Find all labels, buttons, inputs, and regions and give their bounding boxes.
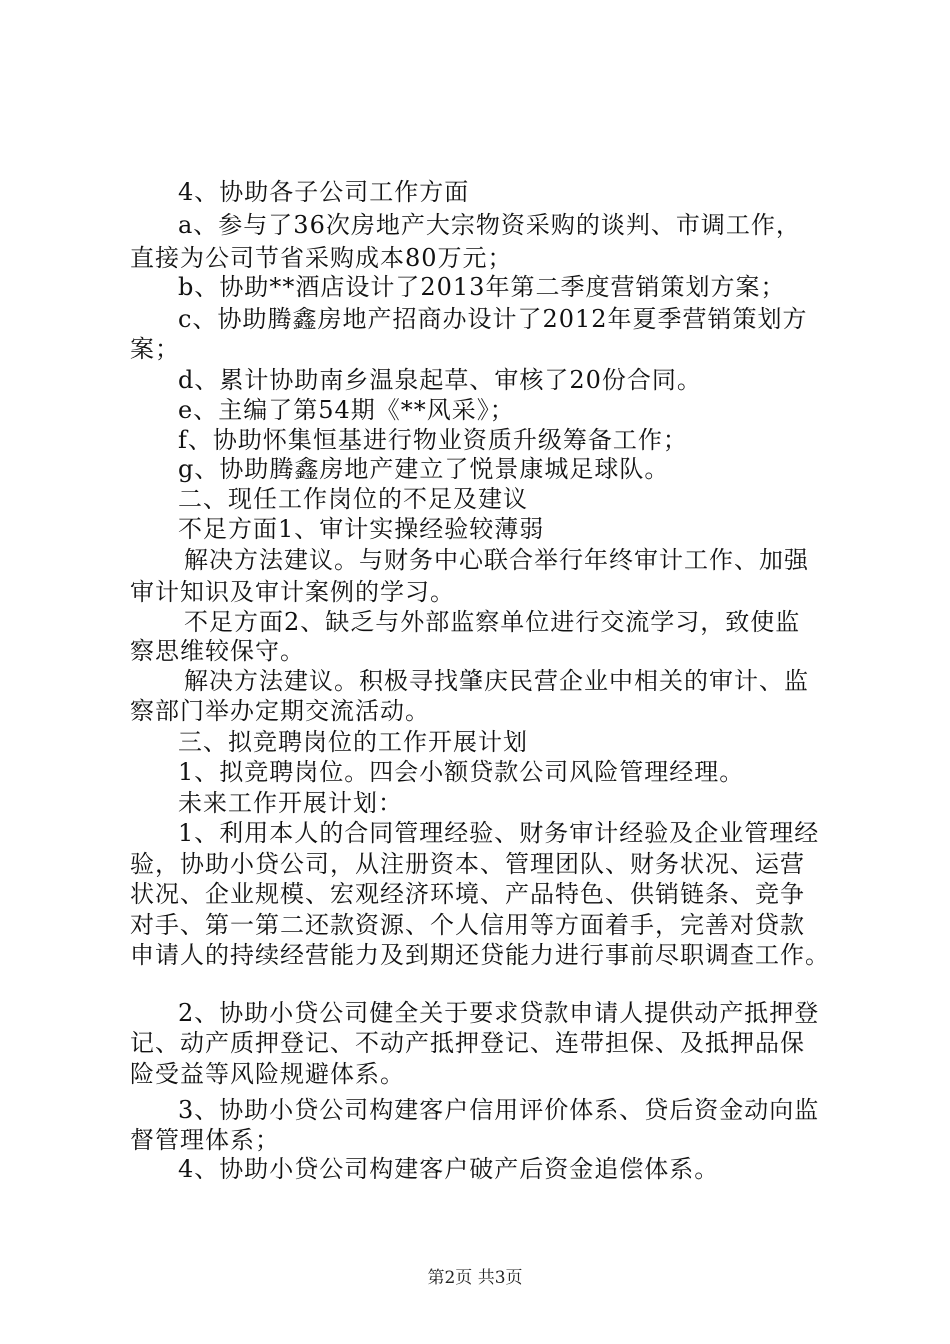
text-line: 状况、企业规模、宏观经济环境、产品特色、供销链条、竞争 [130, 880, 805, 908]
text-line: b、协助**酒店设计了2013年第二季度营销策划方案； [178, 273, 786, 301]
text-line: 1、拟竞聘岗位。四会小额贷款公司风险管理经理。 [178, 758, 745, 786]
text-line: 验，协助小贷公司，从注册资本、管理团队、财务状况、运营 [130, 850, 805, 878]
text-line: 察思维较保守。 [130, 637, 305, 665]
section-heading: 二、现任工作岗位的不足及建议 [178, 485, 528, 513]
text-line: 4、协助小贷公司构建客户破产后资金追偿体系。 [178, 1155, 720, 1183]
text-line: 2、协助小贷公司健全关于要求贷款申请人提供动产抵押登 [178, 999, 820, 1027]
text-line: 察部门举办定期交流活动。 [130, 697, 430, 725]
text-line: 4、协助各子公司工作方面 [178, 178, 470, 206]
text-line: 解决方法建议。与财务中心联合举行年终审计工作、加强 [184, 546, 809, 574]
text-line: 申请人的持续经营能力及到期还贷能力进行事前尽职调查工作。 [130, 941, 830, 969]
text-line: 不足方面1、审计实操经验较薄弱 [178, 515, 545, 543]
text-line: 险受益等风险规避体系。 [130, 1060, 405, 1088]
text-line: 审计知识及审计案例的学习。 [130, 578, 455, 606]
text-line: 对手、第一第二还款资源、个人信用等方面着手，完善对贷款 [130, 911, 805, 939]
text-line: 3、协助小贷公司构建客户信用评价体系、贷后资金动向监 [178, 1096, 820, 1124]
text-line: d、累计协助南乡温泉起草、审核了20份合同。 [178, 366, 702, 394]
text-line: 解决方法建议。积极寻找肇庆民营企业中相关的审计、监 [184, 667, 809, 695]
text-line: a、参与了36次房地产大宗物资采购的谈判、市调工作， [178, 211, 801, 239]
text-line: e、主编了第54期《**风采》； [178, 396, 515, 424]
text-line: 直接为公司节省采购成本80万元； [130, 244, 513, 272]
text-line: f、协助怀集恒基进行物业资质升级筹备工作； [178, 426, 688, 454]
text-line: 督管理体系； [130, 1126, 280, 1154]
text-line: 未来工作开展计划： [178, 789, 403, 817]
text-line: 不足方面2、缺乏与外部监察单位进行交流学习，致使监 [184, 608, 801, 636]
text-line: g、协助腾鑫房地产建立了悦景康城足球队。 [178, 455, 670, 483]
text-line: 案； [130, 335, 180, 363]
text-line: 1、利用本人的合同管理经验、财务审计经验及企业管理经 [178, 819, 820, 847]
text-line: 记、动产质押登记、不动产抵押登记、连带担保、及抵押品保 [130, 1029, 805, 1057]
section-heading: 三、拟竞聘岗位的工作开展计划 [178, 728, 528, 756]
text-line: c、协助腾鑫房地产招商办设计了2012年夏季营销策划方 [178, 305, 808, 333]
page-footer: 第2页 共3页 [427, 1268, 523, 1288]
